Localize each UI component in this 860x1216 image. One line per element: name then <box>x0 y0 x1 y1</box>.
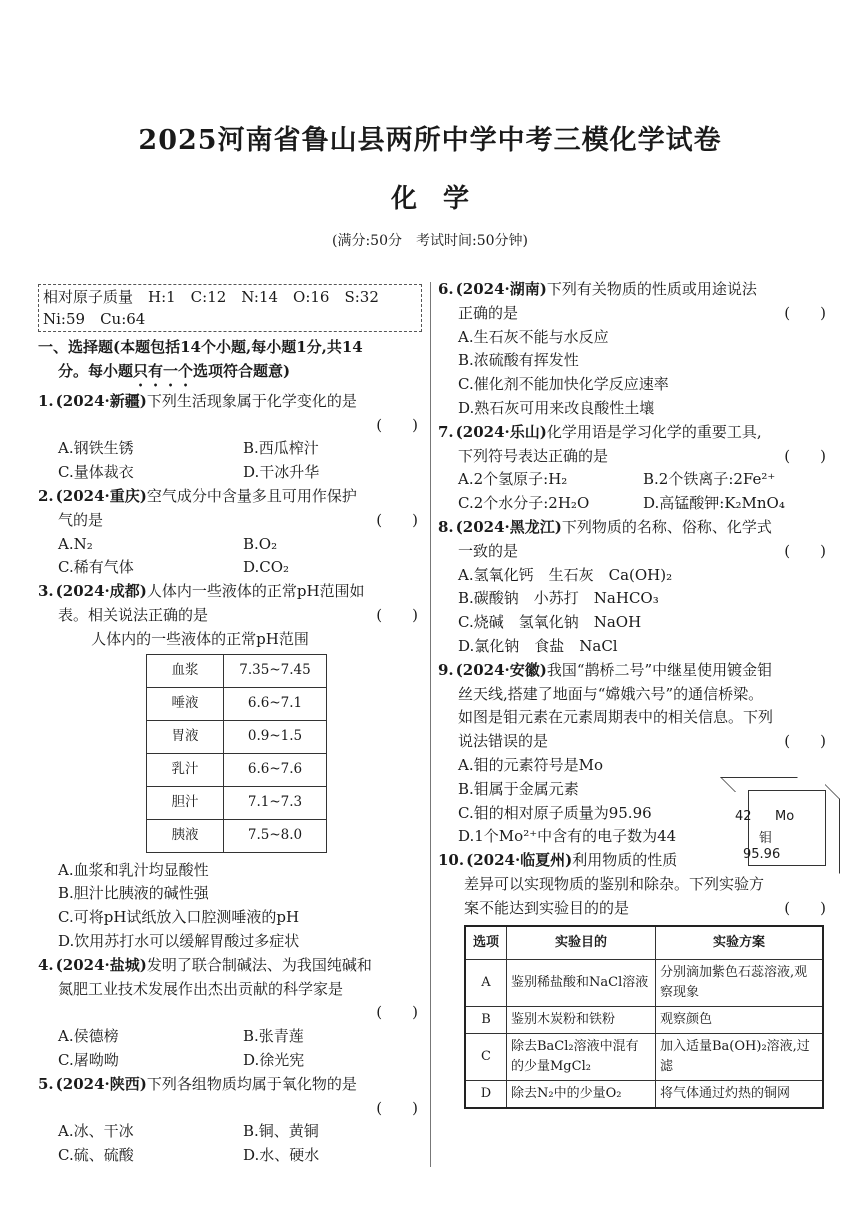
option[interactable]: B.西瓜榨汁 <box>243 439 319 458</box>
section-heading: 一、选择题(本题包括14个小题,每小题1分,共14 分。每小题只有一个选项符合题意) <box>38 338 363 380</box>
element-cell-molybdenum <box>735 790 826 866</box>
question-1: 1. (2024·新疆)下列生活现象属于化学变化的是 ( ) A.钢铁生锈 B.西瓜榨汁 C.量体裁衣 D.干冰升华 <box>38 390 422 485</box>
option[interactable]: A.N₂ <box>58 534 93 553</box>
header-goal: 实验目的 <box>507 926 656 960</box>
atomic-mass-line2: Ni:59 Cu:64 <box>43 310 146 328</box>
ph-table: 血浆 7.35~7.45 唾液 6.6~7.1 胃液 0.9~1.5 乳汁 6.6~7.6 胆汁 7.1~7.3 胰液 7.5~8.0 <box>146 654 327 853</box>
answer-bracket[interactable]: ( ) <box>376 605 418 624</box>
option[interactable]: B.胆汁比胰液的碱性强 <box>58 884 209 903</box>
subject-heading: 化学 <box>390 184 495 214</box>
option[interactable]: C.可将pH试纸放入口腔测唾液的pH <box>58 908 300 927</box>
option[interactable]: C.催化剂不能加快化学反应速率 <box>458 375 669 394</box>
question-7: 7. (2024·乐山)化学用语是学习化学的重要工具, 下列符号表达正确的是 ( ) A.2个氢原子:H₂ B.2个铁离子:2Fe²⁺ C.2个水分子:2H₂O D.高锰酸钾:K₂MnO₄ <box>438 421 830 516</box>
left-column <box>38 284 422 1168</box>
option[interactable]: D.熟石灰可用来改良酸性土壤 <box>458 398 655 417</box>
header-option: 选项 <box>465 926 507 960</box>
answer-bracket[interactable]: ( ) <box>376 510 418 529</box>
table-row[interactable]: C 除去BaCl₂溶液中混有的少量MgCl₂ 加入适量Ba(OH)₂溶液,过滤 <box>465 1033 823 1080</box>
table-row[interactable]: D 除去N₂中的少量O₂ 将气体通过灼热的铜网 <box>465 1080 823 1108</box>
atomic-mass-line1: 相对原子质量 H:1 C:12 N:14 O:16 S:32 <box>43 288 379 306</box>
question-5: 5. (2024·陕西)下列各组物质均属于氧化物的是 ( ) A.冰、干冰 B.铜、黄铜 C.硫、硫酸 D.水、硬水 <box>38 1073 422 1168</box>
atomic-mass: 95.96 <box>743 847 781 862</box>
answer-bracket[interactable]: ( ) <box>376 1003 418 1022</box>
question-2: 2. (2024·重庆)空气成分中含量多且可用作保护 气的是 ( ) A.N₂ B.O₂ C.稀有气体 D.CO₂ <box>38 485 422 580</box>
answer-bracket[interactable]: ( ) <box>784 898 826 917</box>
question-8: 8. (2024·黑龙江)下列物质的名称、俗称、化学式 一致的是 ( ) A.氢氧化钙 生石灰 Ca(OH)₂ B.碳酸钠 小苏打 NaHCO₃ C.烧碱 氢氧化钠 NaOH D.氯化钠 食盐 NaCl <box>438 516 830 659</box>
table-caption: 人体内的一些液体的正常pH范围 <box>91 629 309 648</box>
option[interactable]: C.2个水分子:2H₂O <box>458 494 590 513</box>
option[interactable]: A.冰、干冰 <box>58 1122 134 1141</box>
exam-title: 2025河南省鲁山县两所中学中考三模化学试卷 <box>138 125 722 156</box>
right-column <box>438 278 830 1109</box>
option[interactable]: C.烧碱 氢氧化钠 NaOH <box>458 613 642 632</box>
option[interactable]: B.铜、黄铜 <box>243 1122 319 1141</box>
option[interactable]: B.2个铁离子:2Fe²⁺ <box>643 470 776 489</box>
option[interactable]: D.氯化钠 食盐 NaCl <box>458 636 618 655</box>
option[interactable]: D.1个Mo²⁺中含有的电子数为44 <box>458 827 677 846</box>
option[interactable]: A.生石灰不能与水反应 <box>458 327 609 346</box>
emphasis-text: 只有一个 <box>133 361 194 380</box>
header-plan: 实验方案 <box>656 926 824 960</box>
answer-bracket[interactable]: ( ) <box>784 541 826 560</box>
option[interactable]: B.张青莲 <box>243 1027 304 1046</box>
option[interactable]: C.稀有气体 <box>58 558 134 577</box>
option[interactable]: D.干冰升华 <box>243 463 320 482</box>
option[interactable]: C.硫、硫酸 <box>58 1146 134 1165</box>
answer-bracket[interactable]: ( ) <box>784 303 826 322</box>
option[interactable]: D.高锰酸钾:K₂MnO₄ <box>643 494 785 513</box>
option[interactable]: D.饮用苏打水可以缓解胃酸过多症状 <box>58 931 300 950</box>
element-name: 钼 <box>759 831 773 846</box>
option[interactable]: B.O₂ <box>243 534 278 553</box>
table-row[interactable]: A 鉴别稀盐酸和NaCl溶液 分别滴加紫色石蕊溶液,观察现象 <box>465 959 823 1006</box>
option[interactable]: C.量体裁衣 <box>58 463 134 482</box>
element-symbol: Mo <box>775 809 795 824</box>
table-row[interactable]: B 鉴别木炭粉和铁粉 观察颜色 <box>465 1006 823 1033</box>
column-divider <box>430 282 431 1167</box>
atomic-mass-box <box>38 284 422 332</box>
option[interactable]: A.氢氧化钙 生石灰 Ca(OH)₂ <box>458 565 673 584</box>
option[interactable]: A.2个氢原子:H₂ <box>458 470 568 489</box>
option[interactable]: B.碳酸钠 小苏打 NaHCO₃ <box>458 589 659 608</box>
option[interactable]: A.钼的元素符号是Mo <box>458 755 603 774</box>
option[interactable]: B.钼属于金属元素 <box>458 779 579 798</box>
answer-bracket[interactable]: ( ) <box>784 732 826 751</box>
option[interactable]: A.血浆和乳汁均显酸性 <box>58 860 209 879</box>
option[interactable]: D.徐光宪 <box>243 1050 305 1069</box>
option[interactable]: A.钢铁生锈 <box>58 439 134 458</box>
option[interactable]: D.水、硬水 <box>243 1146 320 1165</box>
option[interactable]: C.钼的相对原子质量为95.96 <box>458 803 652 822</box>
question-4: 4. (2024·盐城)发明了联合制碱法、为我国纯碱和 氮肥工业技术发展作出杰出贡献的科学家是 ( ) A.侯德榜 B.张青莲 C.屠呦呦 D.徐光宪 <box>38 954 422 1073</box>
question-3: 3. (2024·成都)人体内一些液体的正常pH范围如 表。相关说法正确的是 ( ) 人体内的一些液体的正常pH范围 血浆 7.35~7.45 唾液 6.6~7.1 胃液 0.9~1.5 乳汁 6.6~7.6 胆汁 7.1~7.3 胰液 7.5~8.0 A.血浆和乳汁均显酸性 B.胆汁比胰液的碱性强 C.可将pH试纸放入口腔测唾液的pH D.饮用苏打水可以缓解胃酸过多症状 <box>38 580 422 954</box>
option[interactable]: C.屠呦呦 <box>58 1050 119 1069</box>
answer-bracket[interactable]: ( ) <box>376 1098 418 1117</box>
atomic-number: 42 <box>735 809 752 824</box>
option[interactable]: A.侯德榜 <box>58 1027 119 1046</box>
exam-meta: (满分:50分 考试时间:50分钟) <box>332 233 528 249</box>
question-10: 10. (2024·临夏州)利用物质的性质 差异可以实现物质的鉴别和除杂。下列实验方 案不能达到实验目的的是 ( ) 选项 实验目的 实验方案 A 鉴别稀盐酸和NaCl溶液 分别滴加紫色石蕊溶液,观察现象 B 鉴别木炭粉和铁粉 观察颜色 C 除去BaCl₂溶液中混有的少量MgCl₂ 加入适量Ba(OH)₂溶液,过滤 D 除去N₂中的少量O₂ 将气体通过灼热的铜网 <box>438 849 830 1108</box>
question-9: 9. (2024·安徽)我国“鹊桥二号”中继星使用镀金钼 丝天线,搭建了地面与“嫦娥六号”的通信桥梁。 如图是钼元素在元素周期表中的相关信息。下列 说法错误的是 ( ) A.钼的元素符号是Mo B.钼属于金属元素 C.钼的相对原子质量为95.96 D.1个Mo²⁺中含有的电子数为44 <box>438 659 830 849</box>
option[interactable]: B.浓硫酸有挥发性 <box>458 351 579 370</box>
answer-bracket[interactable]: ( ) <box>784 446 826 465</box>
experiment-table <box>464 925 824 1109</box>
question-6: 6. (2024·湖南)下列有关物质的性质或用途说法 正确的是 ( ) A.生石灰不能与水反应 B.浓硫酸有挥发性 C.催化剂不能加快化学反应速率 D.熟石灰可用来改良酸性土壤 <box>438 278 830 421</box>
option[interactable]: D.CO₂ <box>243 558 290 577</box>
answer-bracket[interactable]: ( ) <box>376 415 418 434</box>
